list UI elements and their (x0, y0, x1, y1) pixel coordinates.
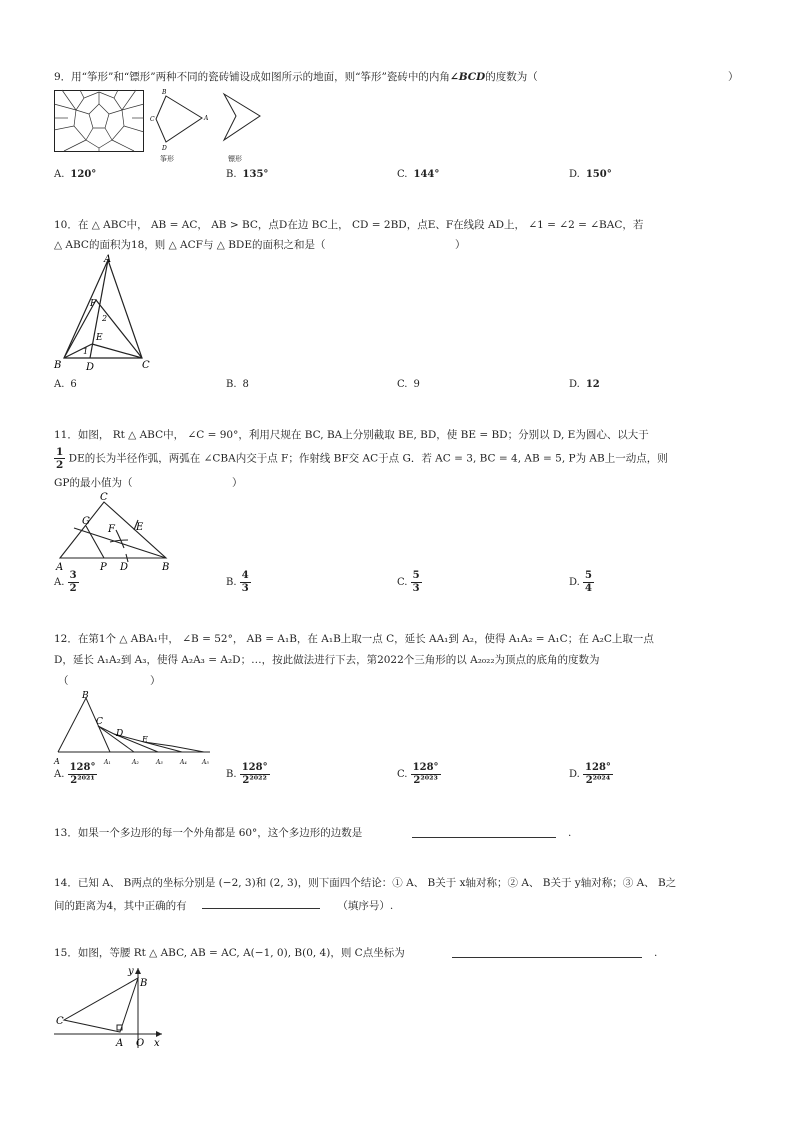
q14-answer-blank[interactable] (202, 898, 320, 909)
svg-text:F: F (108, 524, 115, 535)
q12-line2: D，延长 A₁A₂到 A₃，使得 A₂A₃ = A₂D；…，按此做法进行下去，第2022个三角形的以 A₂₀₂₂为顶点的底角的度数为 (54, 654, 600, 666)
svg-text:A: A (54, 757, 60, 766)
svg-text:A: A (204, 115, 209, 122)
q15-stem: 15．如图，等腰 Rt △ ABC, AB = AC, A(−1, 0), B(0, 4)，则 C点坐标为 (54, 947, 405, 959)
q9-option-c[interactable]: C. 144° (397, 169, 440, 180)
q14-line2-hint: （填序号）. (337, 900, 394, 912)
q13-answer-blank[interactable] (412, 826, 556, 838)
svg-text:G: G (82, 516, 90, 527)
q13-stem: 13．如果一个多边形的每一个外角都是 60°，这个多边形的边数是 (54, 827, 363, 839)
q12-option-b[interactable]: B. $\frac{128^\circ}{\text{2²⁰²²}}$ (226, 762, 268, 786)
q14-line1: 14．已知 A、 B两点的坐标分别是 (−2, 3)和 (2, 3)，则下面四个结论：① A、 B关于 x轴对称；② A、 B关于 y轴对称；③ A、 B之 (54, 877, 677, 889)
svg-text:C: C (150, 116, 155, 123)
q10-option-c[interactable]: C. 9 (397, 379, 420, 390)
q12-option-c[interactable]: C. $\frac{128^\circ}{\text{2²⁰²³}}$ (397, 762, 439, 786)
q15-coordinate-figure (54, 966, 170, 1050)
q14-line2 (54, 898, 393, 913)
svg-text:B: B (82, 691, 89, 701)
q9-stem (54, 70, 538, 84)
svg-text:C: C (142, 360, 150, 371)
q11-option-a[interactable]: A. $\frac{3}{2}$ (54, 570, 77, 594)
q12-close-paren: ） (150, 675, 161, 687)
q12-triangles-figure (54, 688, 214, 768)
q9-close-paren: ） (728, 71, 739, 83)
svg-text:A₃: A₃ (156, 759, 163, 766)
svg-text:O: O (136, 1038, 145, 1049)
svg-text:F: F (90, 299, 97, 309)
q15-period: . (654, 947, 658, 959)
q11-triangle-figure (54, 490, 174, 572)
q11-option-d[interactable]: D. $\frac{5}{4}$ (569, 570, 592, 594)
q11-line2-wrap (54, 446, 668, 471)
q15-answer-blank[interactable] (452, 946, 642, 958)
q12-option-a[interactable]: A. $\frac{128^\circ}{\text{2²⁰²¹}}$ (54, 762, 96, 786)
svg-text:D: D (86, 362, 95, 373)
q9-option-d[interactable]: D. 150° (569, 169, 612, 180)
q9-option-b[interactable]: B. 135° (226, 169, 269, 180)
svg-text:A: A (104, 254, 112, 265)
q11-option-b[interactable]: B. $\frac{4}{3}$ (226, 570, 249, 594)
q9-tiling-figure (54, 90, 144, 152)
svg-text:A₂: A₂ (132, 759, 139, 766)
svg-text:P: P (100, 562, 107, 573)
svg-text:C: C (100, 492, 108, 503)
q9-dart-figure (222, 92, 264, 144)
q10-triangle-figure (52, 254, 162, 372)
q9-tail: 的度数为（ (485, 71, 538, 83)
svg-text:E: E (96, 333, 103, 343)
svg-text:C: C (56, 1016, 64, 1027)
q14-line2-text: 间的距离为4，其中正确的有 (54, 900, 187, 912)
q10-close-paren: ） (455, 239, 466, 251)
q11-half-fraction: $\frac{1}{2}$ (56, 446, 64, 471)
q9-text: 9．用“筝形”和“镖形”两种不同的瓷砖铺设成如图所示的地面，则“筝形”瓷砖中的内角 (54, 71, 450, 83)
svg-text:1: 1 (83, 347, 89, 356)
svg-text:B: B (54, 360, 62, 371)
svg-text:y: y (128, 966, 134, 977)
q11-line1: 11．如图， Rt △ ABC中， ∠C = 90°，利用尺规在 BC, BA上分别截取 BE, BD，使 BE = BD；分别以 D, E为圆心、以大于 (54, 429, 649, 441)
svg-text:E: E (136, 522, 144, 533)
q10-option-b[interactable]: B. 8 (226, 379, 249, 390)
q9-angle: ∠BCD (449, 71, 486, 83)
q11-option-c[interactable]: C. $\frac{5}{3}$ (397, 570, 420, 594)
svg-text:C: C (96, 717, 103, 727)
q11-line3: GP的最小值为（ (54, 477, 133, 489)
svg-text:A₁: A₁ (104, 759, 111, 766)
q12-option-d[interactable]: D. $\frac{128^\circ}{\text{2²⁰²⁴}}$ (569, 762, 611, 786)
q13-period: . (568, 827, 572, 839)
svg-text:D: D (116, 729, 124, 739)
svg-text:B: B (162, 562, 170, 573)
svg-text:2: 2 (102, 314, 108, 323)
q9-option-a[interactable]: A. 120° (54, 169, 97, 180)
q10-line2: △ ABC的面积为18，则 △ ACF与 △ BDE的面积之和是（ (54, 239, 326, 251)
svg-text:x: x (154, 1038, 160, 1049)
q11-close-paren: ） (232, 477, 243, 489)
q11-line2: DE的长为半径作弧，两弧在 ∠CBA内交于点 F；作射线 BF交 AC于点 G．若 AC = 3, BC = 4, AB = 5, P为 AB上一动点，则 (68, 452, 668, 465)
q9-dart-caption: 镖形 (228, 155, 242, 163)
svg-text:E: E (142, 735, 148, 744)
svg-text:A: A (116, 1038, 124, 1049)
q9-kite-figure (150, 86, 210, 162)
svg-text:B: B (162, 89, 167, 96)
q10-line1: 10．在 △ ABC中， AB = AC， AB > BC，点D在边 BC上， CD = 2BD，点E、F在线段 AD上， ∠1 = ∠2 = ∠BAC，若 (54, 219, 644, 231)
svg-text:A: A (56, 562, 64, 573)
svg-text:D: D (162, 145, 167, 152)
q10-option-d[interactable]: D. 12 (569, 379, 600, 390)
svg-text:A₄: A₄ (180, 759, 187, 766)
q12-line3: （ (58, 675, 69, 687)
q10-option-a[interactable]: A. 6 (54, 379, 77, 390)
q12-line1: 12．在第1个 △ ABA₁中， ∠B = 52°， AB = A₁B，在 A₁B上取一点 C，延长 AA₁到 A₂，使得 A₁A₂ = A₁C；在 A₂C上取一点 (54, 633, 654, 645)
svg-text:B: B (140, 978, 148, 989)
svg-text:D: D (120, 562, 129, 573)
svg-text:A₅: A₅ (202, 759, 209, 766)
q9-kite-caption: 筝形 (160, 155, 174, 163)
